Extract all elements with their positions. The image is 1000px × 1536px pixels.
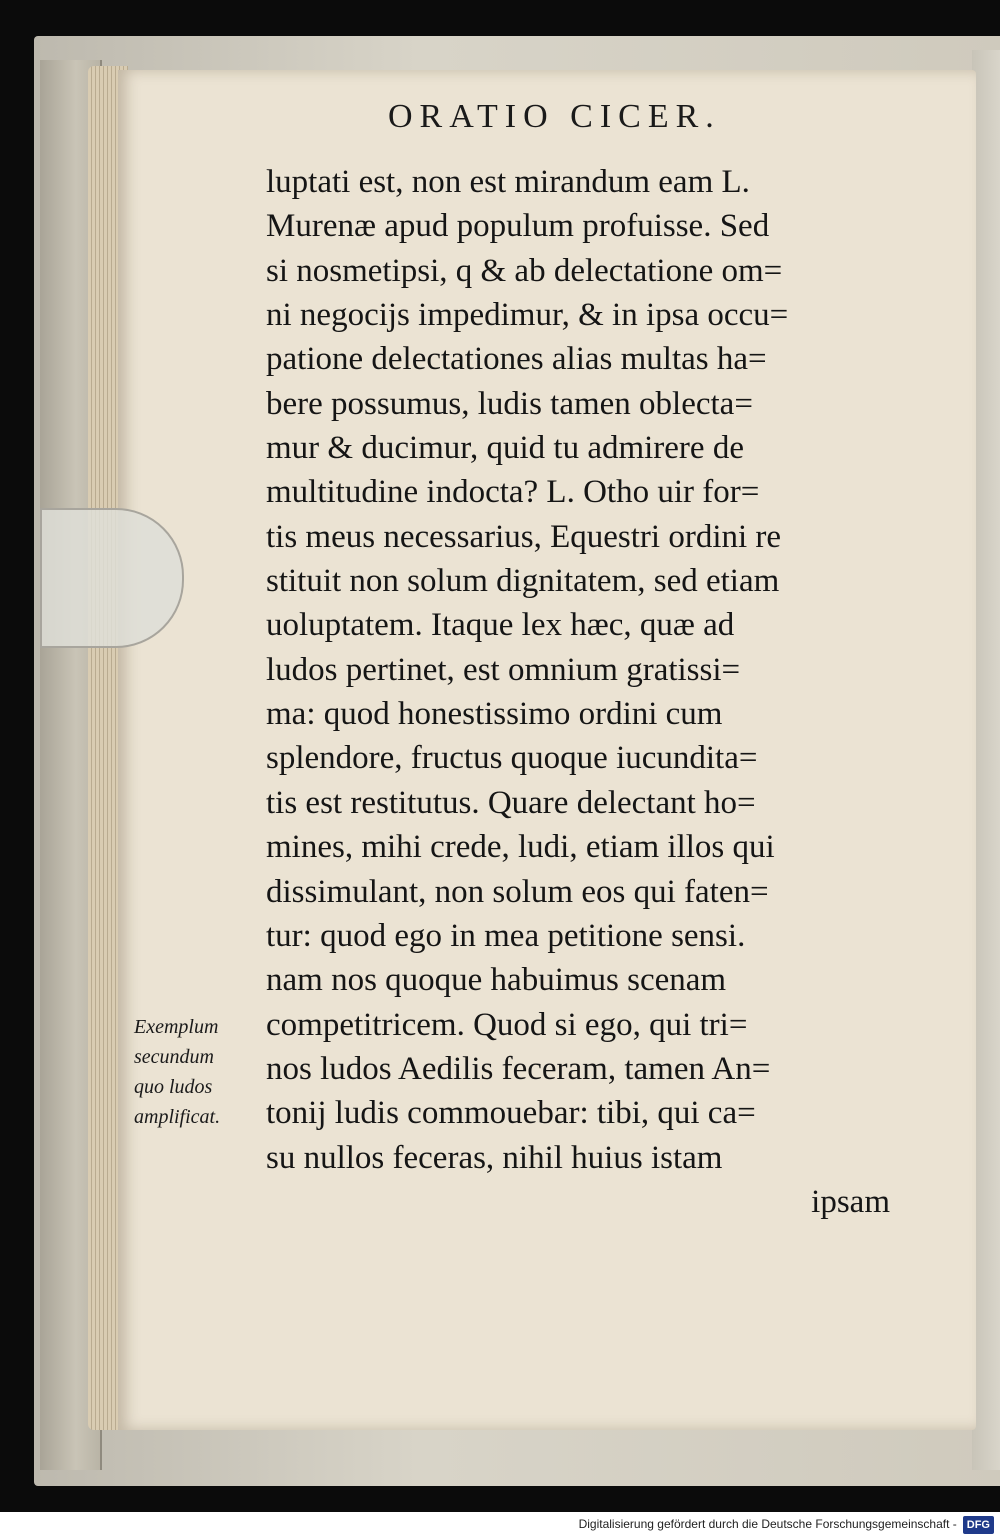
text-line: tis est restitutus. Quare delectant ho= [266, 784, 756, 821]
text-line: nam nos quoque habuimus scenam [266, 962, 727, 999]
marginal-note-line: amplificat. [134, 1106, 221, 1128]
text-line: tis meus necessarius, Equestri ordini re [266, 518, 782, 555]
text-line: Murenæ apud populum profuisse. Sed [266, 208, 770, 245]
text-line: ni negocijs impedimur, & in ipsa occu= [266, 297, 789, 334]
marginal-note-line: quo ludos [134, 1076, 213, 1098]
text-line: si nosmetipsi, q & ab delectatione om= [266, 252, 783, 289]
cover-right-edge [972, 50, 1000, 1470]
text-line: uoluptatem. Itaque lex hæc, quæ ad [266, 607, 735, 644]
text-line: competitricem. Quod si ego, qui tri= [266, 1006, 748, 1043]
text-line: patione delectationes alias multas ha= [266, 341, 767, 378]
text-line: mines, mihi crede, ludi, etiam illos qui [266, 829, 775, 866]
catchword: ipsam [811, 1183, 890, 1220]
text-line: tonij ludis commouebar: tibi, qui ca= [266, 1095, 756, 1132]
footer-bar [0, 1512, 1000, 1536]
footer-credit: Digitalisierung gefördert durch die Deutsche Forschungsgemeinschaft - [578, 1517, 957, 1531]
marginal-note [134, 1012, 264, 1132]
marginal-note-line: Exemplum [134, 1016, 219, 1038]
dfg-logo: DFG [963, 1516, 994, 1534]
text-line: ma: quod honestissimo ordini cum [266, 696, 723, 733]
text-line: bere possumus, ludis tamen oblecta= [266, 385, 753, 422]
text-line: stituit non solum dignitatem, sed etiam [266, 563, 780, 600]
text-line: su nullos feceras, nihil huius istam [266, 1139, 723, 1176]
text-line: mur & ducimur, quid tu admirere de [266, 430, 744, 467]
text-line: tur: quod ego in mea petitione sensi. [266, 917, 746, 954]
marginal-note-line: secundum [134, 1046, 214, 1068]
text-line: splendore, fructus quoque iucundita= [266, 740, 758, 777]
text-line: nos ludos Aedilis feceram, tamen An= [266, 1050, 771, 1087]
text-line: luptati est, non est mirandum eam L. [266, 164, 750, 200]
text-line: dissimulant, non solum eos qui faten= [266, 873, 769, 910]
clasp [40, 508, 184, 648]
text-line: ludos pertinet, est omnium gratissi= [266, 651, 741, 688]
running-head: ORATIO CICER. [388, 98, 721, 135]
text-line: multitudine indocta? L. Otho uir for= [266, 474, 760, 511]
text-block [266, 160, 916, 1224]
